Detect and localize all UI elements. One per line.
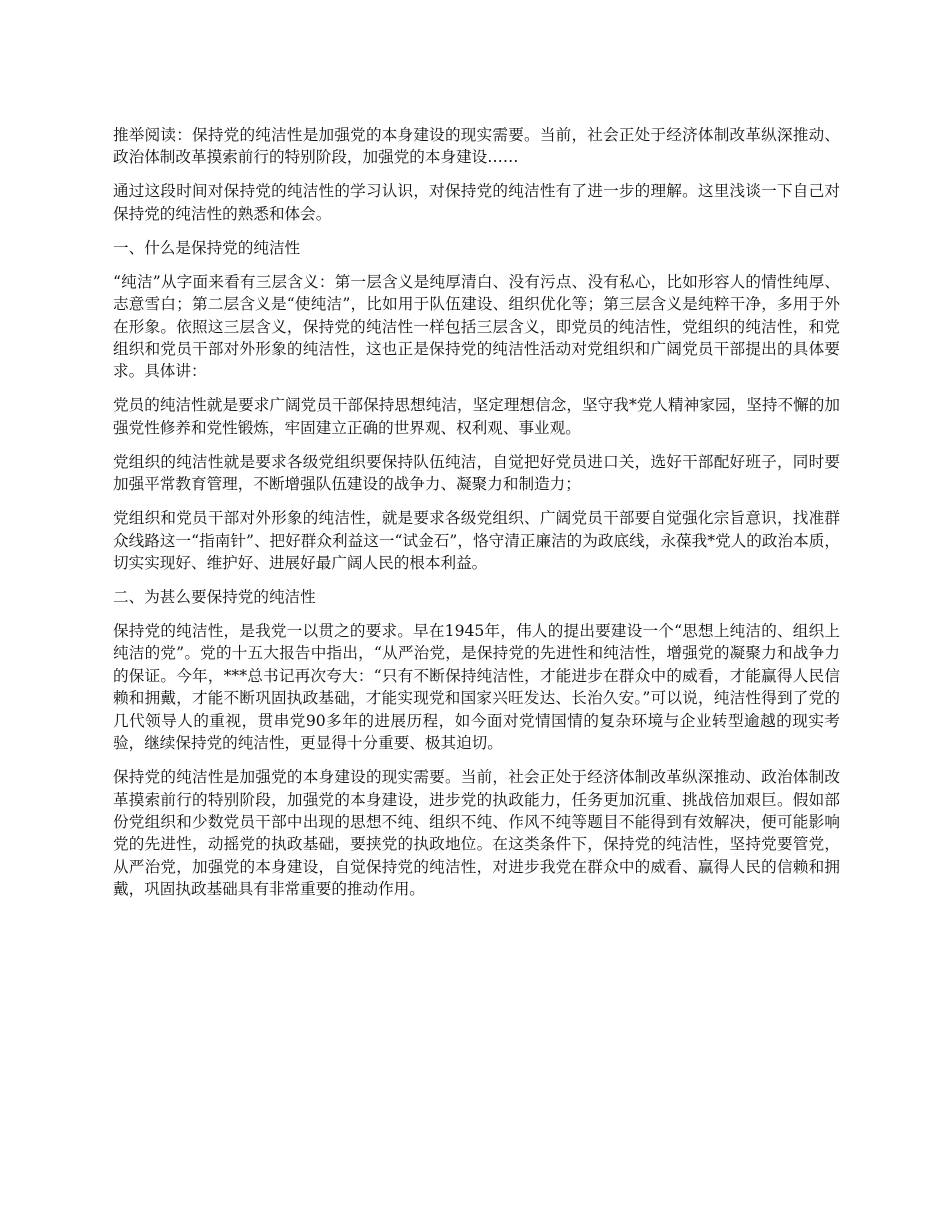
body-paragraph: “纯洁”从字面来看有三层含义：第一层含义是纯厚清白、没有污点、没有私心，比如形容人的情性纯厚、志意雪白；第二层含义是“使纯洁”，比如用于队伍建设、组织优化等；第三层含义是纯粹干净，多用于外在形象。依照这三层含义，保持党的纯洁性一样包括三层含义，即党员的纯洁性，党组织的纯洁性，和党组织和党员干部对外形象的纯洁性，这也正是保持党的纯洁性活动对党组织和广阔党员干部提出的具体要求。具体讲： bbox=[113, 272, 840, 381]
body-paragraph: 保持党的纯洁性，是我党一以贯之的要求。早在1945年，伟人的提出要建设一个“思想上纯洁的、组织上纯洁的党”。党的十五大报告中指出，“从严治党，是保持党的先进性和纯洁性，增强党的凝聚力和战争力的保证。今年，***总书记再次夸大：“只有不断保持纯洁性，才能进步在群众中的威看，才能赢得人民信赖和拥戴，才能不断巩固执政基础，才能实现党和国家兴旺发达、长治久安。”可以说，纯洁性得到了党的几代领导人的重视，贯串党90多年的进展历程，如今面对党情国情的复杂环境与企业转型逾越的现实考验，继续保持党的纯洁性，更显得十分重要、极其迫切。 bbox=[113, 622, 840, 753]
recommended-reading-paragraph: 推举阅读：保持党的纯洁性是加强党的本身建设的现实需要。当前，社会正处于经济体制改革纵深推动、政治体制改革摸索前行的特别阶段，加强党的本身建设…… bbox=[113, 126, 840, 167]
section-heading-1: 一、什么是保持党的纯洁性 bbox=[113, 238, 301, 257]
document-body bbox=[113, 124, 840, 912]
intro-paragraph: 通过这段时间对保持党的纯洁性的学习认识，对保持党的纯洁性有了进一步的理解。这里浅谈一下自己对保持党的纯洁性的熟悉和体会。 bbox=[113, 182, 840, 223]
body-paragraph: 党组织的纯洁性就是要求各级党组织要保持队伍纯洁，自觉把好党员进口关，选好干部配好班子，同时要加强平常教育管理，不断增强队伍建设的战争力、凝聚力和制造力； bbox=[113, 452, 840, 494]
section-heading-2: 二、为甚么要保持党的纯洁性 bbox=[113, 588, 316, 607]
body-paragraph: 保持党的纯洁性是加强党的本身建设的现实需要。当前，社会正处于经济体制改革纵深推动、政治体制改革摸索前行的特别阶段，加强党的本身建设，进步党的执政能力，任务更加沉重、挑战倍加艰巨。假如部份党组织和少数党员干部中出现的思想不纯、组织不纯、作风不纯等题目不能得到有效解决，便可能影响党的先进性，动摇党的执政基础，要挟党的执政地位。在这类条件下，保持党的纯洁性，坚持党要管党，从严治党，加强党的本身建设，自觉保持党的纯洁性，对进步我党在群众中的威看、赢得人民的信赖和拥戴，巩固执政基础具有非常重要的推动作用。 bbox=[113, 768, 840, 899]
body-paragraph: 党组织和党员干部对外形象的纯洁性，就是要求各级党组织、广阔党员干部要自觉强化宗旨意识，找准群众线路这一“指南针”、把好群众利益这一“试金石”，恪守清正廉洁的为政底线，永葆我*党人的政治本质，切实实现好、维护好、进展好最广阔人民的根本利益。 bbox=[113, 509, 840, 573]
body-paragraph: 党员的纯洁性就是要求广阔党员干部保持思想纯洁，坚定理想信念，坚守我*党人精神家园，坚持不懈的加强党性修养和党性锻炼，牢固建立正确的世界观、权利观、事业观。 bbox=[113, 396, 840, 437]
